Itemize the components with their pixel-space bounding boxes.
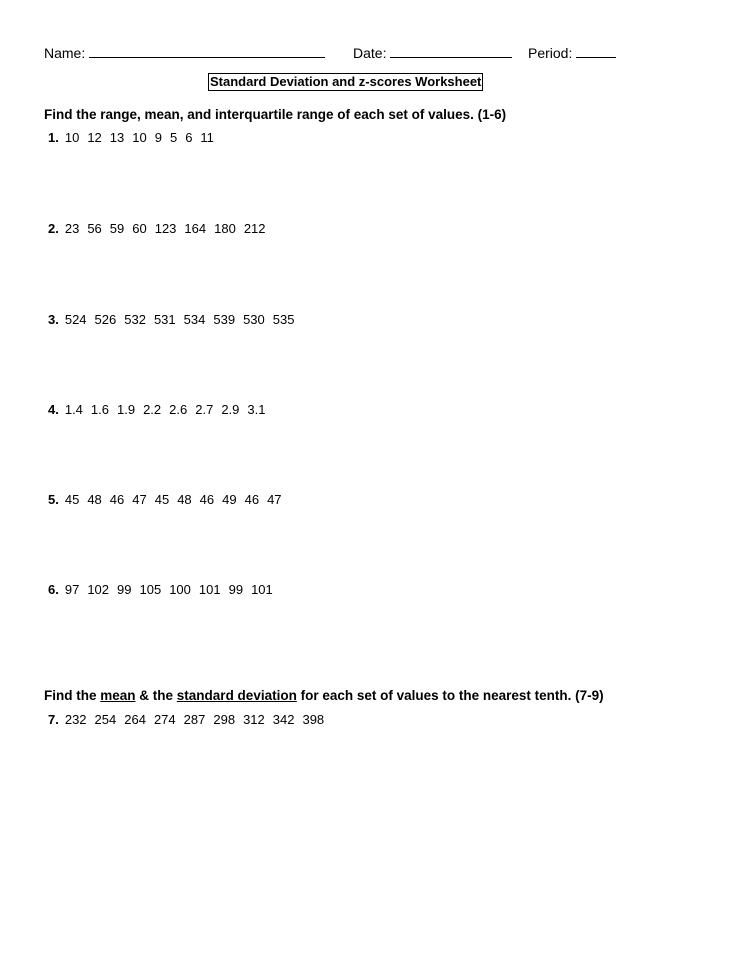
data-value: 1.9 bbox=[117, 402, 136, 417]
data-value: 23 bbox=[64, 221, 80, 236]
problem-values bbox=[65, 582, 281, 597]
data-value: 59 bbox=[109, 221, 125, 236]
data-value: 212 bbox=[243, 221, 266, 236]
data-value: 46 bbox=[244, 492, 260, 507]
data-value: 2.9 bbox=[221, 402, 240, 417]
problem-number: 5. bbox=[48, 492, 59, 507]
page-title: Standard Deviation and z-scores Worksheet bbox=[210, 74, 482, 89]
instruction-mean-underlined: mean bbox=[100, 688, 136, 703]
period-label: Period: bbox=[528, 45, 573, 61]
problem-number: 2. bbox=[48, 221, 59, 236]
data-value: 99 bbox=[117, 582, 132, 597]
instruction-text: Find the bbox=[44, 688, 101, 703]
data-value: 97 bbox=[64, 582, 80, 597]
period-field[interactable] bbox=[528, 45, 616, 61]
problem-number: 1. bbox=[48, 130, 59, 145]
data-value: 232 bbox=[64, 712, 87, 727]
data-value: 101 bbox=[251, 582, 273, 597]
instruction-text: & the bbox=[135, 688, 177, 703]
problem-6 bbox=[48, 582, 281, 597]
data-value: 47 bbox=[132, 492, 147, 507]
data-value: 287 bbox=[183, 712, 206, 727]
data-value: 2.2 bbox=[143, 402, 162, 417]
data-value: 526 bbox=[94, 312, 117, 327]
data-value: 11 bbox=[200, 130, 214, 145]
data-value: 524 bbox=[64, 312, 87, 327]
data-value: 102 bbox=[87, 582, 110, 597]
date-blank[interactable] bbox=[390, 45, 512, 58]
problem-number: 6. bbox=[48, 582, 59, 597]
problem-values bbox=[65, 492, 290, 507]
data-value: 264 bbox=[124, 712, 146, 727]
data-value: 60 bbox=[132, 221, 147, 236]
data-value: 531 bbox=[153, 312, 176, 327]
data-value: 535 bbox=[272, 312, 295, 327]
section1-instruction: Find the range, mean, and interquartile range of each set of values. (1-6) bbox=[44, 107, 507, 122]
data-value: 123 bbox=[154, 221, 177, 236]
problem-number: 7. bbox=[48, 712, 59, 727]
data-value: 45 bbox=[154, 492, 170, 507]
data-value: 532 bbox=[124, 312, 146, 327]
data-value: 342 bbox=[272, 712, 295, 727]
instruction-text: for each set of values to the nearest tenth. (7-9) bbox=[296, 688, 604, 703]
data-value: 46 bbox=[109, 492, 125, 507]
problem-values bbox=[65, 402, 274, 417]
data-value: 99 bbox=[228, 582, 244, 597]
data-value: 9 bbox=[154, 130, 162, 145]
data-value: 298 bbox=[213, 712, 236, 727]
problem-7 bbox=[48, 712, 332, 727]
data-value: 254 bbox=[94, 712, 117, 727]
data-value: 10 bbox=[64, 130, 80, 145]
name-blank[interactable] bbox=[89, 45, 325, 58]
data-value: 12 bbox=[87, 130, 102, 145]
data-value: 398 bbox=[302, 712, 325, 727]
data-value: 164 bbox=[184, 221, 207, 236]
data-value: 105 bbox=[139, 582, 162, 597]
data-value: 534 bbox=[183, 312, 206, 327]
problem-4 bbox=[48, 402, 273, 417]
data-value: 13 bbox=[109, 130, 125, 145]
name-label: Name: bbox=[44, 45, 86, 61]
data-value: 2.6 bbox=[169, 402, 188, 417]
instruction-sd-underlined: standard deviation bbox=[176, 688, 297, 703]
data-value: 274 bbox=[153, 712, 176, 727]
data-value: 48 bbox=[177, 492, 192, 507]
problem-values bbox=[65, 712, 332, 727]
section2-instruction bbox=[44, 688, 604, 703]
period-blank[interactable] bbox=[576, 45, 616, 58]
data-value: 100 bbox=[169, 582, 191, 597]
data-value: 49 bbox=[222, 492, 237, 507]
data-value: 312 bbox=[243, 712, 265, 727]
problem-number: 3. bbox=[48, 312, 59, 327]
data-value: 539 bbox=[213, 312, 236, 327]
data-value: 1.4 bbox=[64, 402, 83, 417]
data-value: 10 bbox=[132, 130, 147, 145]
problem-values bbox=[65, 312, 303, 327]
data-value: 101 bbox=[198, 582, 221, 597]
data-value: 180 bbox=[214, 221, 236, 236]
data-value: 56 bbox=[87, 221, 102, 236]
problem-3 bbox=[48, 312, 302, 327]
problem-1 bbox=[48, 130, 222, 145]
data-value: 6 bbox=[185, 130, 193, 145]
data-value: 5 bbox=[169, 130, 178, 145]
data-value: 45 bbox=[64, 492, 80, 507]
problem-2 bbox=[48, 221, 274, 236]
data-value: 3.1 bbox=[247, 402, 266, 417]
data-value: 2.7 bbox=[195, 402, 214, 417]
problem-5 bbox=[48, 492, 290, 507]
name-field[interactable] bbox=[44, 45, 325, 61]
date-label: Date: bbox=[353, 45, 387, 61]
data-value: 47 bbox=[267, 492, 282, 507]
data-value: 48 bbox=[87, 492, 102, 507]
problem-values bbox=[65, 130, 222, 145]
data-value: 46 bbox=[199, 492, 215, 507]
problem-values bbox=[65, 221, 274, 236]
date-field[interactable] bbox=[353, 45, 512, 61]
problem-number: 4. bbox=[48, 402, 59, 417]
data-value: 530 bbox=[243, 312, 265, 327]
data-value: 1.6 bbox=[90, 402, 109, 417]
